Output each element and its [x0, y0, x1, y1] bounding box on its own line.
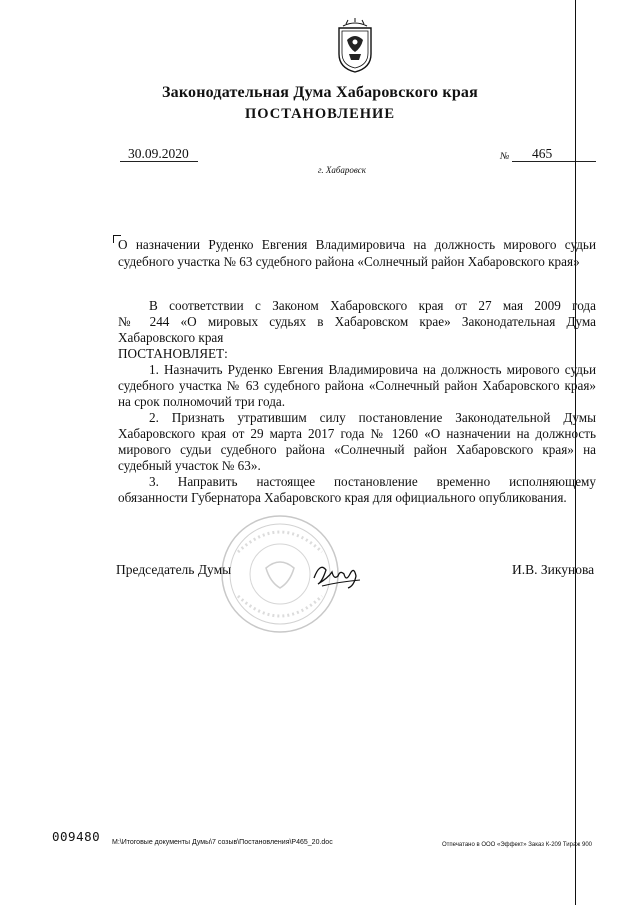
handwritten-signature [310, 556, 364, 592]
item-3-line-1: 3. Направить настоящее постановление временно исполняющему [149, 474, 596, 489]
registration-number: 009480 [52, 829, 101, 844]
document-number: 465 [532, 146, 553, 161]
document-type: ПОСТАНОВЛЕНИЕ [244, 106, 395, 122]
signatory-name: И.В. Зикунова [512, 562, 595, 577]
organization-name: Законодательная Дума Хабаровского края [162, 84, 478, 101]
number-sign: № [500, 151, 510, 162]
preamble-line-1: В соответствии с Законом Хабаровского края от 27 мая 2009 года [149, 298, 596, 313]
item-2-line-3: мирового судьи судебного района «Солнечный район Хабаровского края» на [118, 442, 596, 457]
date-underline [120, 161, 198, 162]
number-underline [512, 161, 596, 162]
coat-of-arms-emblem [333, 18, 377, 74]
signatory-position: Председатель Думы [116, 562, 232, 577]
item-2-line-2: Хабаровского края от 29 марта 2017 года № 1260 «О назначении на должность [118, 426, 596, 441]
item-3-line-2: обязанности Губернатора Хабаровского края для официального опубликования. [118, 490, 567, 505]
print-info: Отпечатано в ООО «Эффект» Заказ К-209 Тираж 900 [442, 842, 592, 848]
item-2-line-4: судебный участок № 63». [118, 458, 261, 473]
item-1-line-2: судебного участка № 63 судебного района «Солнечный район Хабаровского края» [118, 378, 596, 393]
file-path: M:\Итоговые документы Думы\7 созыв\Постановления\Р465_20.doc [112, 839, 333, 846]
resolves-heading: ПОСТАНОВЛЯЕТ: [118, 346, 228, 361]
item-2-line-1: 2. Признать утратившим силу постановление Законодательной Думы [149, 410, 596, 425]
title-line-1: О назначении Руденко Евгения Владимировича на должность мирового судьи [118, 237, 596, 252]
item-1-line-3: на срок полномочий три года. [118, 394, 286, 409]
title-line-2: судебного участка № 63 судебного района «Солнечный район Хабаровского края» [118, 254, 580, 269]
item-1-line-1: 1. Назначить Руденко Евгения Владимировича на должность мирового судьи [149, 362, 596, 377]
preamble-line-3: Хабаровского края [118, 330, 224, 345]
city-label: г. Хабаровск [318, 165, 366, 175]
document-date: 30.09.2020 [128, 146, 189, 161]
preamble-line-2: № 244 «О мировых судьях в Хабаровском крае» Законодательная Дума [118, 314, 596, 329]
